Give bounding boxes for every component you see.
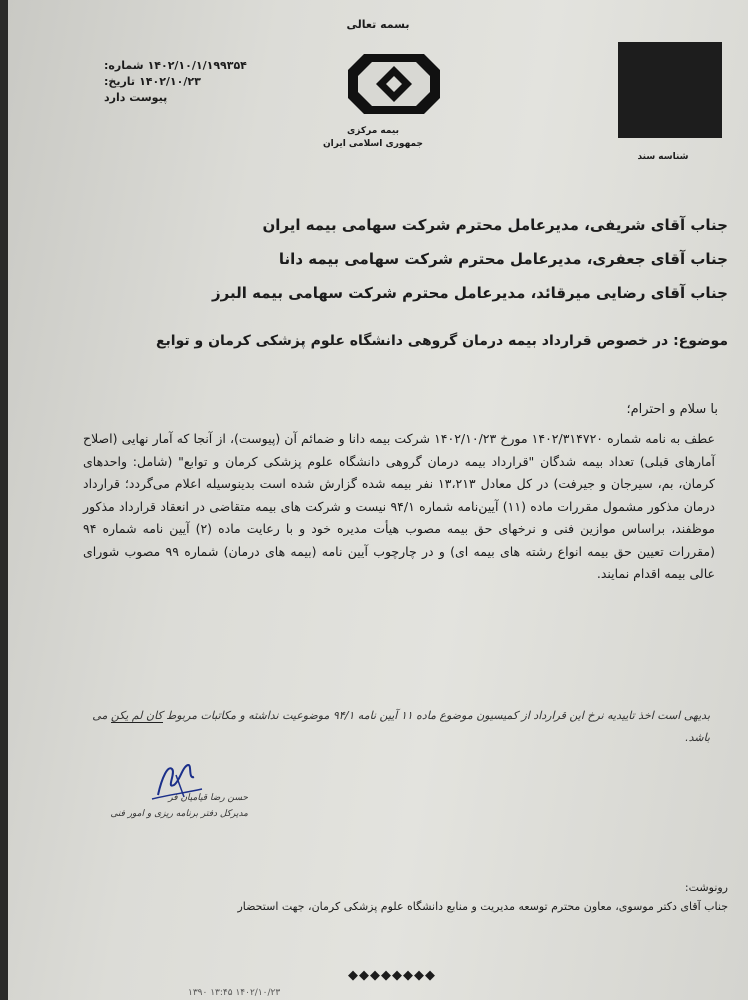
letter-date-value: ۱۴۰۲/۱۰/۲۳ <box>139 75 201 88</box>
company-name-line2: جمهوری اسلامی ایران <box>322 139 424 149</box>
letter-date-row <box>104 74 274 90</box>
attachment-note: پیوست دارد <box>104 91 168 104</box>
footer-ornament: ◆◆◆◆◆◆◆◆ <box>348 968 436 983</box>
addressee-line: جناب آقای جعفری، مدیرعامل محترم شرکت سهامی بیمه دانا <box>278 250 728 268</box>
signatory-name: حسن رضا قیامیان فر <box>168 793 248 803</box>
letter-number-row <box>104 58 274 74</box>
cc-label: رونوشت: <box>684 881 728 894</box>
letter-number-value: ۱۴۰۲/۱۰/۱/۱۹۹۳۵۴ <box>147 59 247 72</box>
addressee-list <box>158 208 728 310</box>
signatory-block <box>88 790 248 822</box>
note-text-after: می باشد. <box>92 709 710 744</box>
letter-note <box>78 705 710 749</box>
note-underlined-text: کان لم یکن <box>110 709 163 722</box>
carbon-copy-block <box>68 878 728 916</box>
greeting: با سلام و احترام؛ <box>626 402 718 417</box>
signatory-title: مدیرکل دفتر برنامه ریزی و امور فنی <box>110 809 248 819</box>
letter-metadata <box>104 58 274 106</box>
basmala-heading: بسمه تعالی <box>346 18 410 31</box>
letter-number-label: شماره: <box>104 59 144 72</box>
qr-code-icon <box>618 42 722 138</box>
letter-date-label: تاریخ: <box>104 75 136 88</box>
letter-page <box>8 0 748 1000</box>
letter-subject: موضوع: در خصوص قرارداد بیمه درمان گروهی دانشگاه علوم پزشکی کرمان و توابع <box>155 333 728 349</box>
note-text-before: بدیهی است اخذ تاییدیه نرخ این قرارداد از کمیسیون موضوع ماده ۱۱ آیین نامه ۹۴/۱ موضوعیت نداشته و مکاتبات مربوط <box>162 709 710 722</box>
company-name <box>303 125 443 151</box>
attachment-row <box>104 90 274 106</box>
letter-body: عطف به نامه شماره ۱۴۰۲/۳۱۴۷۲۰ مورخ ۱۴۰۲/۱۰/۲۳ شرکت بیمه دانا و ضمائم آن (پیوست)، از آنجا که آمار نهایی (اصلاح آمارهای قبلی) تعداد بیمه شدگان "قرارداد بیمه درمان گروهی دانشگاه علوم پزشکی کرمان و توابع" (شامل: واحدهای کرمان، بم، سیرجان و جیرفت) در کل معادل ۱۳،۲۱۳ نفر بیمه شده گزارش شده است بدینوسیله اعلام می‌گردد؛ قرارداد درمان مذکور مشمول مقررات ماده (۱۱) آیین‌نامه شماره ۹۴/۱ نیست و شرکت های بیمه متقاضی در انعقاد قرارداد مذکور موظفند، براساس موازین فنی و نرخهای حق بیمه مصوب هیأت مدیره خود و با رعایت ماده (۲) آیین نامه شماره ۹۴ (مقررات تعیین حق بیمه انواع رشته های بیمه ای) و در چارچوب آیین نامه (بیمه های درمان) شماره ۹۹ مصوب شورای عالی بیمه اقدام نمایند. <box>83 431 715 581</box>
qr-caption: شناسه سند <box>637 152 689 162</box>
company-name-line1: بیمه مرکزی <box>347 126 399 136</box>
central-insurance-logo-icon <box>346 52 442 116</box>
footer-text: ۱۴۰۲/۱۰/۲۳ ۱۳:۴۵ ۱۳۹۰ <box>188 988 281 998</box>
addressee-line: جناب آقای شریفی، مدیرعامل محترم شرکت سهامی بیمه ایران <box>262 216 728 234</box>
addressee-line: جناب آقای رضایی میرقائد، مدیرعامل محترم شرکت سهامی بیمه البرز <box>212 284 728 302</box>
cc-text: جناب آقای دکتر موسوی، معاون محترم توسعه مدیریت و منابع دانشگاه علوم پزشکی کرمان، جهت استحضار <box>237 900 728 913</box>
